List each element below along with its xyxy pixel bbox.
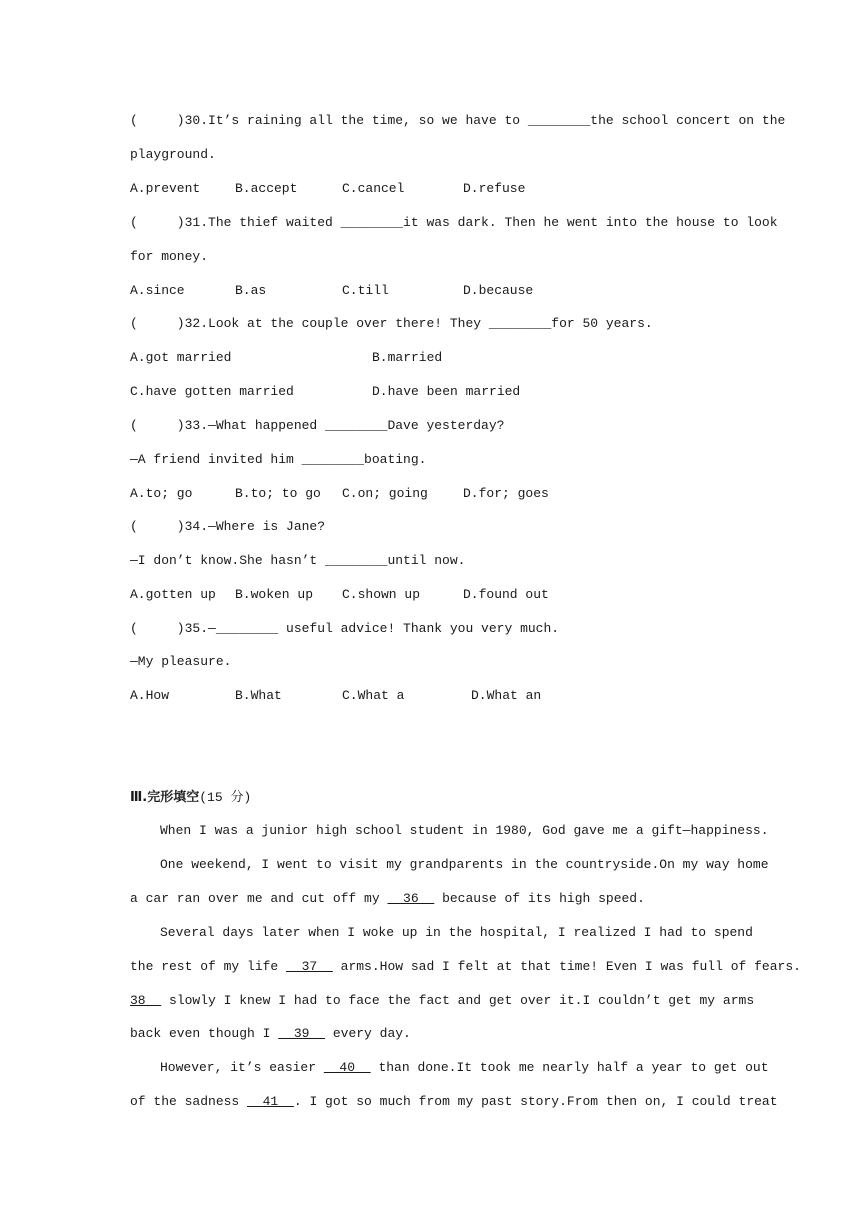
q31-option-d: D.because [463, 283, 534, 298]
section-heading [130, 788, 732, 808]
q31-option-b: B.as [235, 283, 267, 298]
blank-41: 41 [247, 1094, 294, 1109]
passage-p3-line3 [130, 991, 755, 1011]
passage-text: every day. [325, 1026, 411, 1041]
q31-option-a: A.since [130, 283, 185, 298]
passage-text: a car ran over me and cut off my [130, 891, 388, 906]
passage-text: . I got so much from my past story.From then on, I could treat [293, 1094, 778, 1109]
q33-options [130, 484, 732, 504]
q34-stem-line2: —I don’t know.She hasn’t ________until now. [130, 553, 466, 568]
q35-options [130, 686, 732, 706]
passage-text: However, it’s easier [160, 1060, 324, 1075]
q35-stem-line2: —My pleasure. [130, 654, 232, 669]
q31-stem-line1: ( )31.The thief waited ________it was dark. Then he went into the house to look [130, 215, 778, 230]
passage-text: the rest of my life [130, 959, 287, 974]
blank-37: 37 [286, 959, 333, 974]
q30-option-a: A.prevent [130, 181, 201, 196]
q31-options [130, 281, 732, 301]
passage-p4-line2 [130, 1092, 778, 1112]
q30-options [130, 179, 732, 199]
q35-option-c: C.What a [342, 688, 405, 703]
q34-option-d: D.found out [463, 587, 549, 602]
q32-option-c: C.have gotten married [130, 384, 294, 399]
q33-option-a: A.to; go [130, 486, 193, 501]
passage-p3-line4 [130, 1024, 732, 1044]
q32-options-row1 [130, 348, 732, 368]
passage-text: back even though I [130, 1026, 279, 1041]
q33-option-d: D.for; goes [463, 486, 549, 501]
passage-text: slowly I knew I had to face the fact and get over it.I couldn’t get my arms [161, 993, 755, 1008]
q30-option-b: B.accept [235, 181, 298, 196]
section-title: Ⅲ.完形填空 [130, 790, 200, 805]
passage-text: arms.How sad I felt at that time! Even I was full of fears. [332, 959, 801, 974]
q30-option-c: C.cancel [342, 181, 405, 196]
q32-option-b: B.married [372, 350, 443, 365]
q33-option-b: B.to; to go [235, 486, 321, 501]
blank-36: 36 [387, 891, 435, 906]
passage-p2-line1: One weekend, I went to visit my grandparents in the countryside.On my way home [160, 857, 769, 872]
q35-stem-line1: ( )35.—________ useful advice! Thank you very much. [130, 621, 560, 636]
q31-stem-line2: for money. [130, 249, 209, 264]
blank-40: 40 [323, 1060, 371, 1075]
passage-text: of the sadness [130, 1094, 248, 1109]
q33-option-c: C.on; going [342, 486, 428, 501]
blank-39: 39 [278, 1026, 326, 1041]
q34-stem-line1: ( )34.—Where is Jane? [130, 519, 326, 534]
q30-stem-line2: playground. [130, 147, 216, 162]
q34-option-a: A.gotten up [130, 587, 216, 602]
q34-options [130, 585, 732, 605]
q32-stem-line1: ( )32.Look at the couple over there! They ________for 50 years. [130, 316, 653, 331]
section-points: (15 分) [199, 790, 252, 805]
q35-option-d: D.What an [471, 688, 542, 703]
passage-p3-line1: Several days later when I woke up in the hospital, I realized I had to spend [160, 925, 753, 940]
q34-option-c: C.shown up [342, 587, 421, 602]
passage-p3-line2 [130, 957, 801, 977]
q35-option-b: B.What [235, 688, 282, 703]
passage-text: than done.It took me nearly half a year to get out [370, 1060, 769, 1075]
passage-text: because of its high speed. [434, 891, 645, 906]
passage-p4-line1 [160, 1058, 769, 1078]
passage-p1: When I was a junior high school student in 1980, God gave me a gift—happiness. [160, 823, 769, 838]
passage-p2-line2 [130, 889, 732, 909]
q32-option-a: A.got married [130, 350, 232, 365]
q35-option-a: A.How [130, 688, 170, 703]
q30-option-d: D.refuse [463, 181, 526, 196]
q32-option-d: D.have been married [372, 384, 521, 399]
q33-stem-line2: —A friend invited him ________boating. [130, 452, 427, 467]
blank-38: 38 [130, 993, 162, 1008]
q33-stem-line1: ( )33.—What happened ________Dave yesterday? [130, 418, 505, 433]
q34-option-b: B.woken up [235, 587, 314, 602]
q30-stem-line1: ( )30.It’s raining all the time, so we have to ________the school concert on the [130, 113, 786, 128]
q31-option-c: C.till [342, 283, 389, 298]
q32-options-row2 [130, 382, 732, 402]
